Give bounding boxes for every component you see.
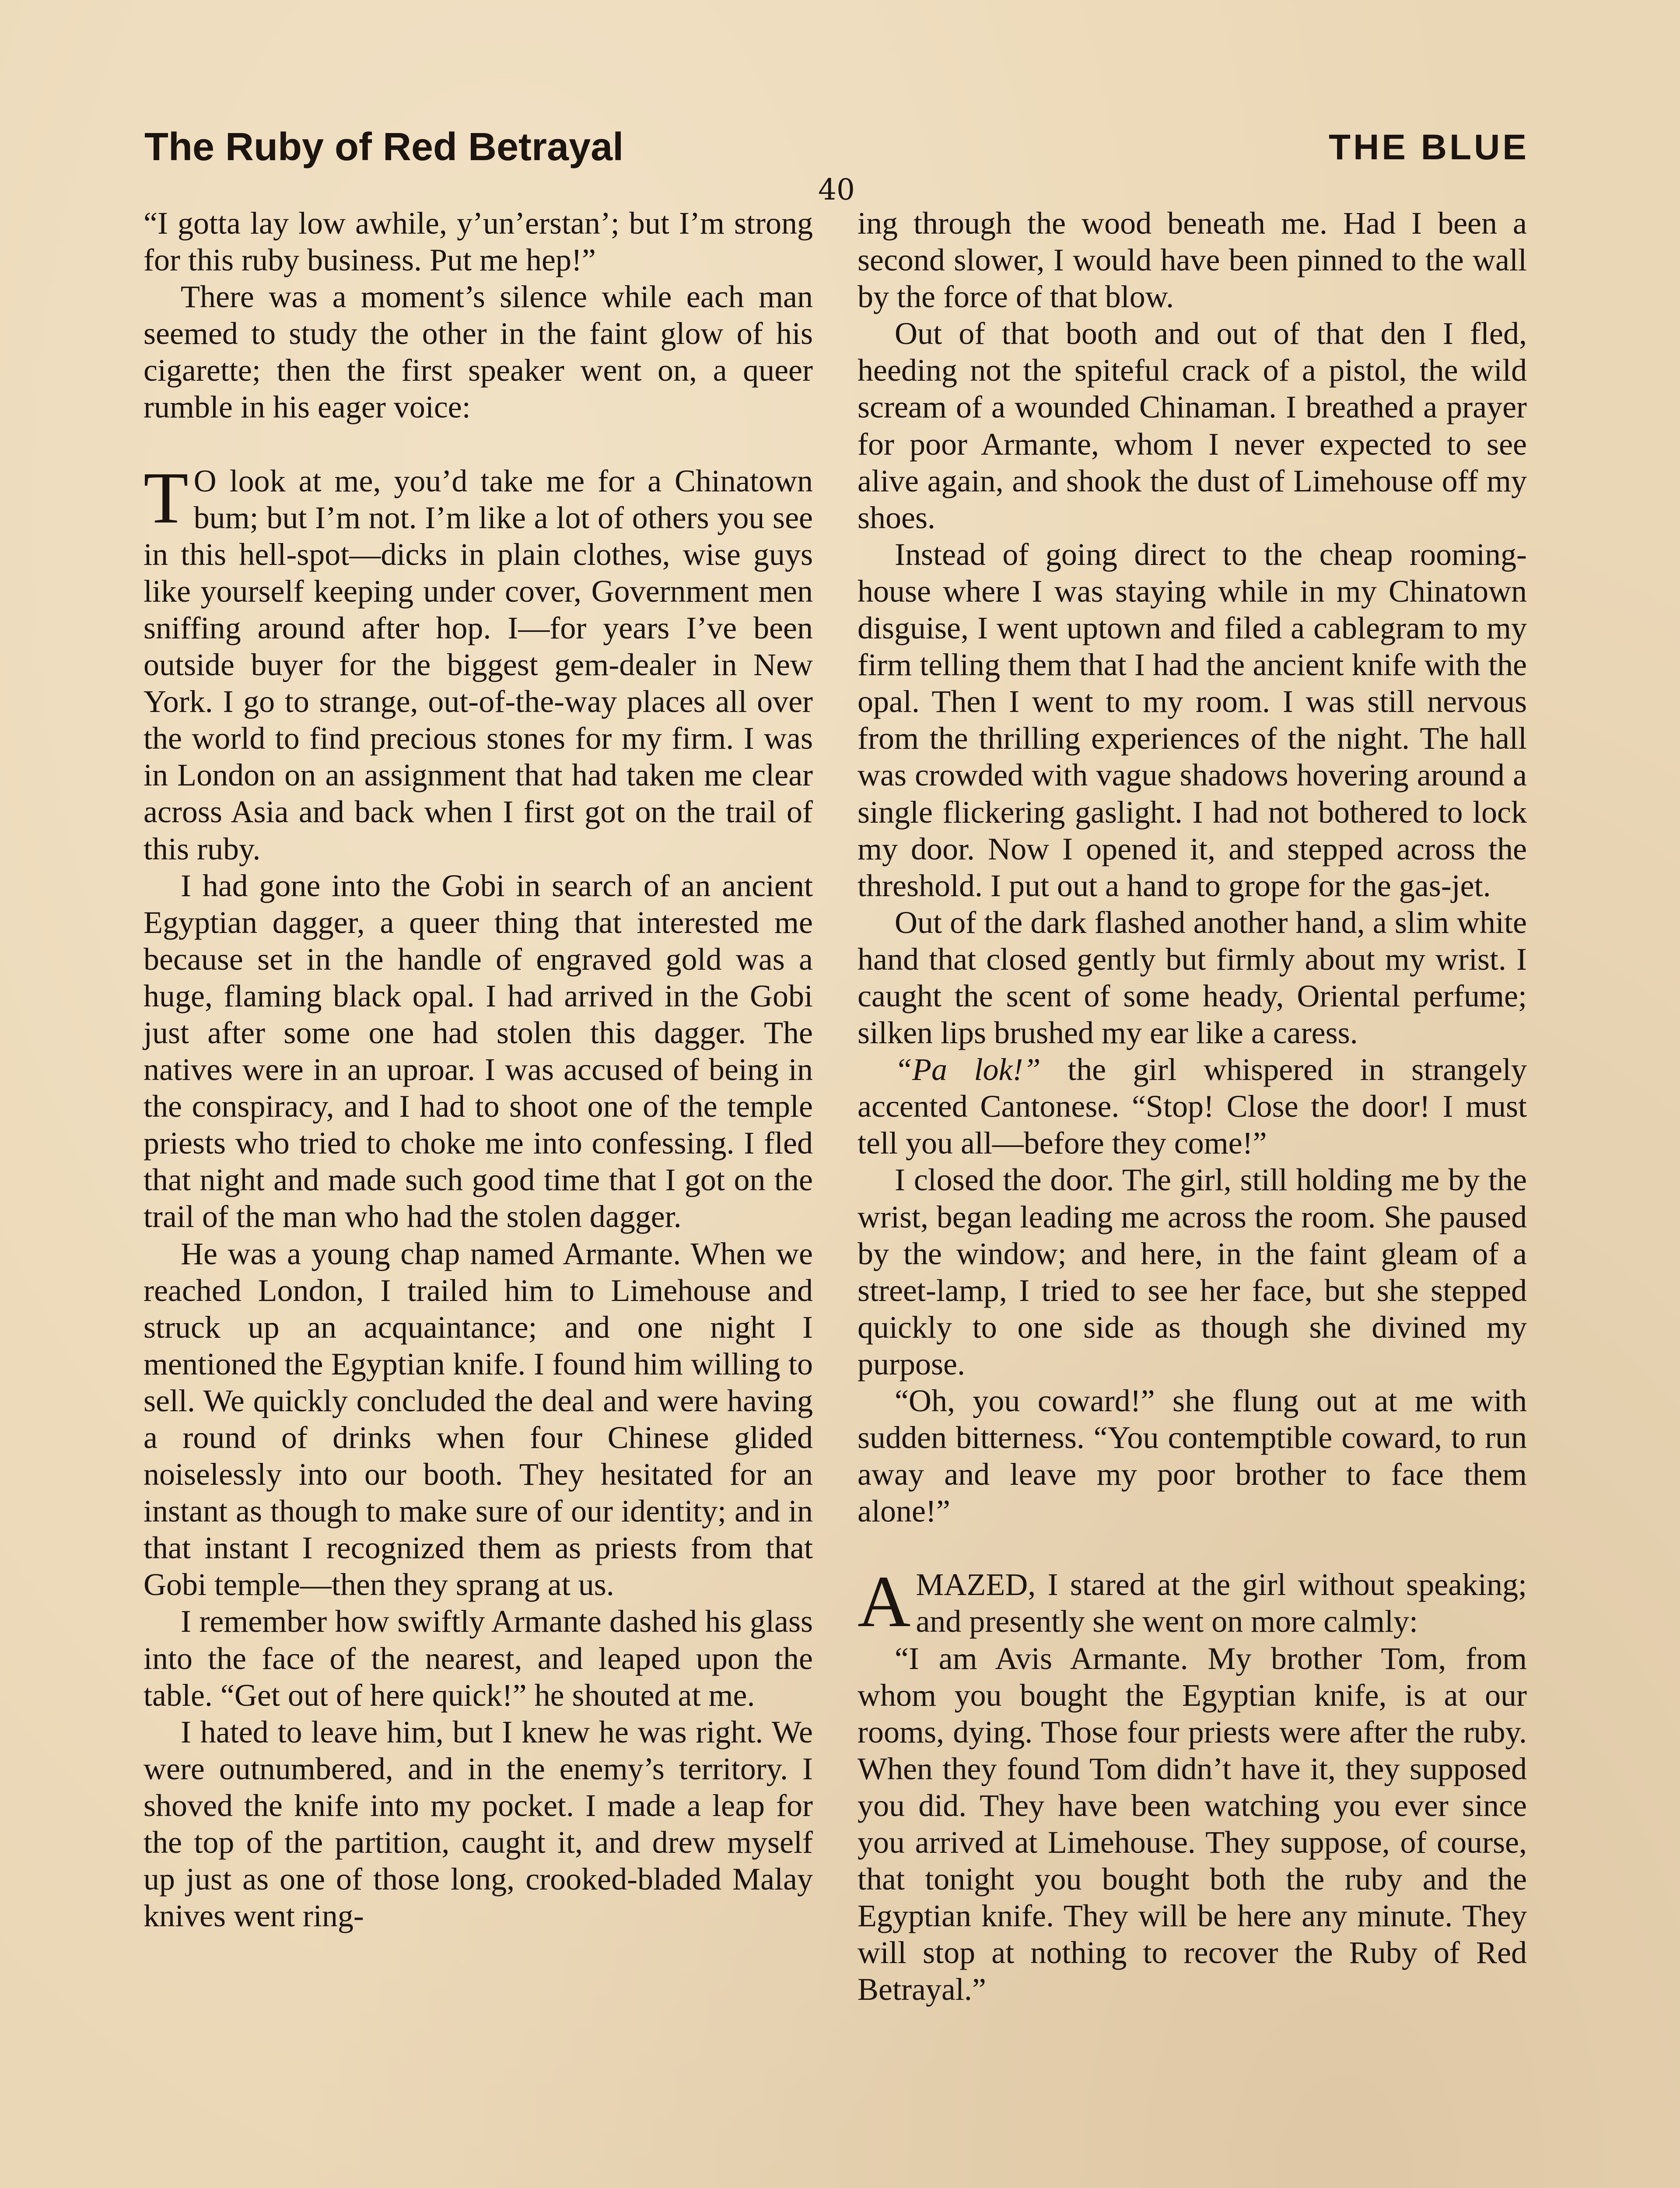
paragraph: Out of the dark flashed another hand, a slim white hand that closed gently but firmly about my wrist. I caught the scent of some heady, Oriental perfume; silken lips brushed my ear like a caress.: [858, 905, 1527, 1051]
paragraph: “I gotta lay low awhile, y’un’erstan’; but I’m strong for this ruby business. Put me hep!”: [144, 206, 813, 278]
paragraph: There was a moment’s silence while each man seemed to study the other in the faint glow of his cigarette; then the first speaker went on, a queer rumble in his eager voice:: [144, 279, 813, 425]
paragraph: “Oh, you coward!” she flung out at me with sudden bitterness. “You contemptible coward, to run away and leave my poor brother to face them alone!”: [858, 1383, 1527, 1529]
paragraph: I had gone into the Gobi in search of an ancient Egyptian dagger, a queer thing that interested me because set in the handle of engraved gold was a huge, flaming black opal. I had arrived in the Gobi just after some one had stolen this dagger. The natives were in an uproar. I was accused of being in the conspiracy, and I had to shoot one of the temple priests who tried to choke me into confessing. I fled that night and made such good time that I got on the trail of the man who had the stolen dagger.: [144, 868, 813, 1234]
paragraph: I hated to leave him, but I knew he was right. We were outnumbered, and in the enemy’s territory. I shoved the knife into my pocket. I made a leap for the top of the partition, caught it, and drew myself up just as one of those long, crooked-bladed Malay knives went ring-: [144, 1714, 813, 1934]
italic-exclamation: “Pa lok!”: [895, 1052, 1041, 1087]
drop-cap: A: [858, 1561, 911, 1643]
paragraph: Out of that booth and out of that den I fled, heeding not the spiteful crack of a pistol, the wild scream of a wounded Chinaman. I breathed a prayer for poor Armante, whom I never expected to see alive again, and shook the dust of Limehouse off my shoes.: [858, 316, 1527, 535]
paragraph-text: O look at me, you’d take me for a Chinatown bum; but I’m not. I’m like a lot of others you see in this hell-spot—dicks in plain clothes, wise guys like yourself keeping under cover, Government men sniffing around after hop. I—for years I’ve been outside buyer for the biggest gem-dealer in New York. I go to strange, out-of-the-way places all over the world to find precious stones for my firm. I was in London on an assignment that had taken me clear across Asia and back when I first got on the trail of this ruby.: [144, 463, 813, 866]
paragraph: I closed the door. The girl, still holding me by the wrist, began leading me across the room. She paused by the window; and here, in the faint gleam of a street-lamp, I tried to see her face, but she stepped quickly to one side as though she divined my purpose.: [858, 1162, 1527, 1382]
section-break: [144, 426, 813, 463]
paragraph: [144, 457, 813, 867]
paragraph-text: the girl whispered in strangely accented Cantonese. “Stop! Close the door! I must tell you all—before they come!”: [858, 1052, 1527, 1161]
paragraph: He was a young chap named Armante. When we reached London, I trailed him to Limehouse and struck up an acquaintance; and one night I mentioned the Egyptian knife. I found him willing to sell. We quickly concluded the deal and were having a round of drinks when four Chinese glided noiselessly into our booth. They hesitated for an instant as though to make sure of our identity; and in that instant I recognized them as priests from that Gobi temple—then they sprang at us.: [144, 1236, 813, 1602]
story-title: The Ruby of Red Betrayal: [144, 125, 624, 169]
section-break: [858, 1529, 1527, 1566]
left-column: [144, 205, 813, 1934]
page-number: 40: [818, 173, 855, 207]
paragraph: [858, 1561, 1527, 1643]
paragraph: I remember how swiftly Armante dashed his glass into the face of the nearest, and leaped upon the table. “Get out of here quick!” he shouted at me.: [144, 1604, 813, 1713]
paragraph: ing through the wood beneath me. Had I been a second slower, I would have been pinned to the wall by the force of that blow.: [858, 206, 1527, 315]
right-column: [858, 205, 1527, 2008]
paragraph: Instead of going direct to the cheap rooming-house where I was staying while in my Chinatown disguise, I went uptown and filed a cablegram to my firm telling them that I had the ancient knife with the opal. Then I went to my room. I was still nervous from the thrilling experiences of the night. The hall was crowded with vague shadows hovering around a single flickering gaslight. I had not bothered to lock my door. Now I opened it, and stepped across the threshold. I put out a hand to grope for the gas-jet.: [858, 536, 1527, 903]
drop-cap: T: [144, 457, 189, 539]
magazine-name: THE BLUE: [1329, 127, 1529, 167]
paragraph-text: MAZED, I stared at the girl without speaking; and presently she went on more calmly:: [916, 1567, 1527, 1639]
paragraph: “I am Avis Armante. My brother Tom, from whom you bought the Egyptian knife, is at our rooms, dying. Those four priests were after the ruby. When they found Tom didn’t have it, they supposed you did. They have been watching you ever since you arrived at Limehouse. They suppose, of course, that tonight you bought both the ruby and the Egyptian knife. They will be here any minute. They will stop at nothing to recover the Ruby of Red Betrayal.”: [858, 1641, 1527, 2007]
paragraph: [858, 1051, 1527, 1161]
